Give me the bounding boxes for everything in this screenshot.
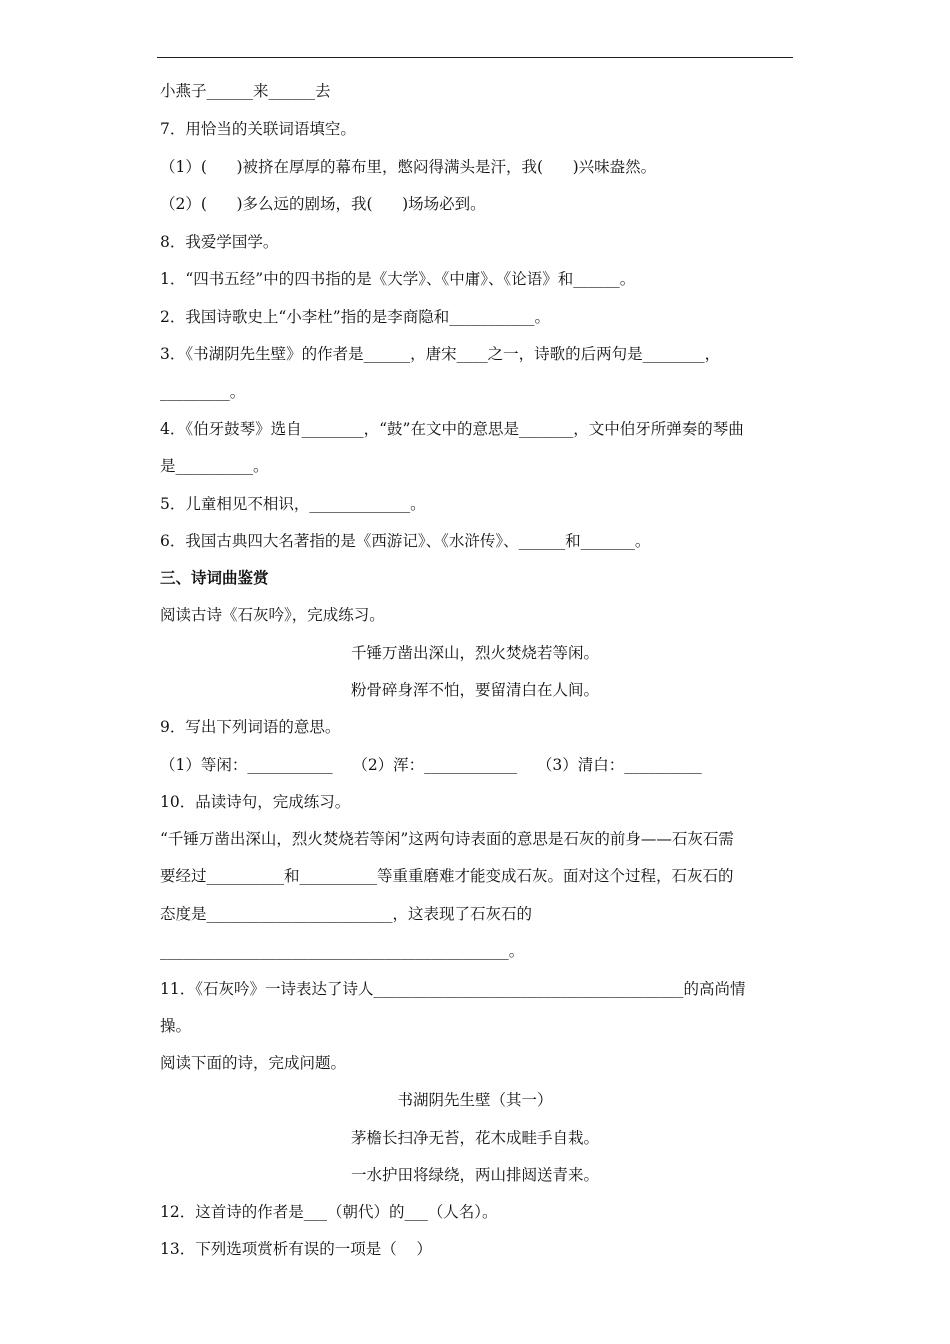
question-8-item-3: 3．《书湖阴先生壁》的作者是______，唐宋____之一，诗歌的后两句是________， bbox=[160, 345, 721, 363]
question-12-text: 12．这首诗的作者是___（朝代）的___（人名）。 bbox=[160, 1203, 498, 1221]
poem-2-line-1: 茅檐长扫净无苔，花木成畦手自栽。 bbox=[350, 1129, 599, 1147]
question-8-item-2: 2．我国诗歌史上“小李杜”指的是李商隐和___________。 bbox=[160, 308, 550, 326]
question-11-text: 11．《石灰吟》一诗表达了诗人________________________________________的高尚情 bbox=[160, 980, 746, 998]
question-10-text-1: “千锤万凿出深山，烈火焚烧若等闲”这两句诗表面的意思是石灰的前身——石灰石需 bbox=[160, 830, 734, 848]
line-swallow-blanks: 小燕子______来______去 bbox=[160, 82, 331, 100]
question-10-text-2: 要经过__________和__________等重重磨难才能变成石灰。面对这个过程，石灰石的 bbox=[160, 867, 734, 885]
question-10-title: 10．品读诗句，完成练习。 bbox=[160, 793, 351, 811]
question-8-item-6: 6．我国古典四大名著指的是《西游记》、《水浒传》、______和_______。 bbox=[160, 532, 651, 550]
question-8-item-5: 5．儿童相见不相识，_____________。 bbox=[160, 495, 426, 513]
question-8-item-3-cont: _________。 bbox=[160, 383, 246, 401]
question-10-text-4: _____________________________________________。 bbox=[160, 942, 525, 960]
question-8-item-4: 4．《伯牙鼓琴》选自________，“鼓”在文中的意思是_______，文中伯牙所弹奏的琴曲 bbox=[160, 420, 744, 438]
question-8-title: 8．我爱学国学。 bbox=[160, 233, 279, 251]
poem-1-line-1: 千锤万凿出深山，烈火焚烧若等闲。 bbox=[350, 644, 599, 662]
question-9-title: 9．写出下列词语的意思。 bbox=[160, 718, 341, 736]
question-8-item-1: 1．“四书五经”中的四书指的是《大学》、《中庸》、《论语》和______。 bbox=[160, 270, 636, 288]
poem-1-line-2: 粉骨碎身浑不怕，要留清白在人间。 bbox=[350, 681, 599, 699]
header-rule bbox=[157, 57, 793, 58]
question-7-item-2: （2）( )多么远的剧场，我( )场场必到。 bbox=[160, 195, 486, 213]
question-10-text-3: 态度是________________________，这表现了石灰石的 bbox=[160, 905, 533, 923]
reading-intro-poem-2: 阅读下面的诗，完成问题。 bbox=[160, 1054, 347, 1072]
poem-2-line-2: 一水护田将绿绕，两山排闼送青来。 bbox=[350, 1166, 599, 1184]
question-9-items: （1）等闲：___________ （2）浑：____________ （3）清白：__________ bbox=[160, 756, 702, 774]
question-7-title: 7．用恰当的关联词语填空。 bbox=[160, 120, 356, 138]
question-13-text: 13．下列选项赏析有误的一项是（ ） bbox=[160, 1240, 432, 1258]
question-8-item-4-cont: 是__________。 bbox=[160, 457, 269, 475]
section-3-heading: 三、诗词曲鉴赏 bbox=[160, 569, 269, 587]
poem-2-title: 书湖阴先生壁（其一） bbox=[397, 1091, 553, 1109]
reading-intro-shihuiyin: 阅读古诗《石灰吟》，完成练习。 bbox=[160, 606, 385, 624]
question-11-text-cont: 操。 bbox=[160, 1017, 192, 1035]
question-7-item-1: （1）( )被挤在厚厚的幕布里，憋闷得满头是汗，我( )兴味盎然。 bbox=[160, 158, 657, 176]
